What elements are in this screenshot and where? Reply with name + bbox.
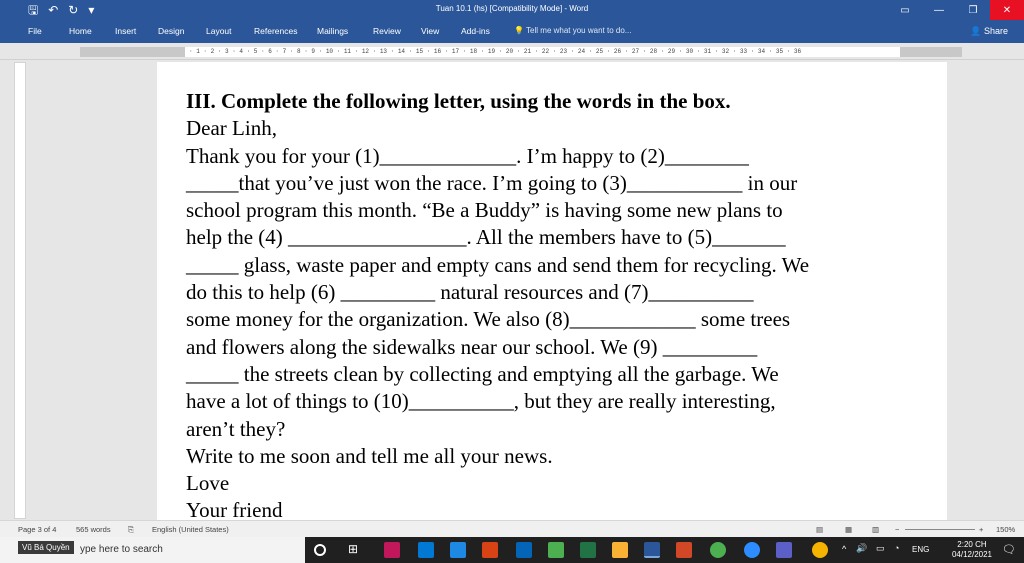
tab-design[interactable]: Design (158, 26, 185, 36)
restore-button[interactable]: ❐ (968, 4, 978, 16)
web-layout-icon[interactable]: ▥ (872, 525, 880, 534)
letter-line-9: _____ the streets clean by collecting and emptying all the garbage. We (186, 361, 779, 386)
word-count[interactable]: 565 words (76, 525, 111, 534)
tab-home[interactable]: Home (69, 26, 92, 36)
letter-line-11: aren’t they? (186, 416, 286, 441)
tab-review[interactable]: Review (373, 26, 401, 36)
powerpoint-icon[interactable] (676, 542, 692, 558)
save-icon[interactable]: 🖫 (28, 3, 39, 17)
minimize-button[interactable]: — (934, 4, 944, 16)
zoom-in-icon[interactable]: + (979, 525, 984, 534)
tab-insert[interactable]: Insert (115, 26, 137, 36)
letter-line-4: help the (4) _________________. All the members have to (5)_______ (186, 225, 786, 250)
task-view-icon[interactable]: ⊞ (348, 542, 359, 556)
window-title: Tuan 10.1 (hs) [Compatibility Mode] - Word (435, 4, 589, 13)
letter-line-7: some money for the organization. We also (8)____________ some trees (186, 307, 791, 332)
letter-line-3: school program this month. “Be a Buddy” is having some new plans to (186, 198, 783, 223)
cortana-icon[interactable] (314, 544, 326, 556)
status-bar (0, 520, 1024, 537)
letter-line-10: have a lot of things to (10)__________, but they are really interesting, (186, 389, 776, 414)
redo-icon[interactable]: ↻ (68, 3, 79, 17)
ruler-scale: · 1 · 2 · 3 · 4 · 5 · 6 · 7 · 8 · 9 · 10 · 11 · 12 · 13 · 14 · 15 · 16 · 17 · 18 · 19 · 20 · 21 · 22 · 23 · 24 · 25 · 26 · 27 · 28 · 29 · 30 · 31 · 32 · 33 · 34 · 35 · 36 (185, 47, 900, 57)
tab-view[interactable]: View (421, 26, 440, 36)
horizontal-ruler[interactable] (0, 43, 1024, 60)
word-icon[interactable] (644, 542, 660, 558)
battery-icon[interactable]: ▭ (876, 543, 885, 553)
ribbon-tabs (0, 20, 1024, 43)
salutation: Dear Linh, (186, 116, 277, 141)
customize-toolbar-icon[interactable]: ▾ (88, 3, 95, 17)
chrome-icon[interactable] (710, 542, 726, 558)
letter-line-5: _____ glass, waste paper and empty cans and send them for recycling. We (186, 252, 810, 277)
taskbar-search[interactable] (0, 537, 305, 563)
lightbulb-icon: 💡 (514, 26, 527, 35)
zoom-level[interactable]: 150% (996, 525, 1016, 534)
letter-line-8: and flowers along the sidewalks near our school. We (9) _________ (186, 334, 758, 359)
letter-line-1: Thank you for your (1)_____________. I’m happy to (2)________ (186, 143, 749, 168)
clock[interactable] (952, 540, 992, 560)
user-label: Vũ Bá Quyền (18, 541, 74, 554)
person-icon: 👤 (970, 26, 984, 36)
print-layout-icon[interactable]: ▦ (845, 525, 853, 534)
signature-line: Your friend (186, 498, 283, 520)
teams-icon[interactable] (776, 542, 792, 558)
document-body[interactable] (186, 88, 901, 520)
exercise-heading: III. Complete the following letter, using the words in the box. (186, 89, 731, 113)
file-explorer-icon[interactable] (612, 542, 628, 558)
action-center-icon[interactable]: 🗨 (1002, 544, 1016, 556)
notification-app-icon[interactable] (812, 542, 828, 558)
ribbon-display-options-icon[interactable]: ▭ (900, 4, 910, 16)
clock-date: 04/12/2021 (951, 550, 992, 559)
zoom-out-icon[interactable]: − (895, 525, 900, 534)
search-placeholder: ype here to search (80, 544, 163, 555)
vertical-ruler[interactable] (14, 62, 26, 519)
tab-references[interactable]: References (254, 26, 298, 36)
letter-line-2: _____that you’ve just won the race. I’m going to (3)___________ in our (186, 170, 798, 195)
paint-app-icon[interactable] (384, 542, 400, 558)
tell-me-search[interactable] (514, 26, 631, 35)
tab-mailings[interactable]: Mailings (317, 26, 349, 36)
read-mode-icon[interactable]: ▤ (816, 525, 824, 534)
clock-time: 2:20 CH (957, 540, 987, 549)
tab-add-ins[interactable]: Add-ins (461, 26, 490, 36)
tell-me-label: Tell me what you want to do... (526, 26, 632, 35)
ruler-right-margin (900, 47, 962, 57)
tab-file[interactable]: File (28, 26, 42, 36)
share-button[interactable] (970, 26, 1008, 37)
tray-overflow-icon[interactable]: ^ (842, 544, 847, 554)
window-controls (888, 0, 1024, 20)
tab-layout[interactable]: Layout (206, 26, 232, 36)
closing-line: Write to me soon and tell me all your news. (186, 443, 553, 468)
language-indicator[interactable]: English (United States) (152, 525, 229, 534)
letter-line-6: do this to help (6) _________ natural resources and (7)__________ (186, 280, 754, 305)
wifi-icon[interactable]: ◔ (894, 543, 900, 553)
onedrive-icon[interactable] (516, 542, 532, 558)
proofing-icon[interactable]: ⎘ (128, 525, 134, 534)
page-count[interactable]: Page 3 of 4 (18, 525, 57, 534)
volume-icon[interactable]: 🔊 (856, 543, 868, 553)
snip-tool-icon[interactable] (548, 542, 564, 558)
input-language[interactable]: ENG (912, 545, 930, 554)
zoom-slider[interactable] (905, 529, 975, 530)
calculator-app-icon[interactable] (418, 542, 434, 558)
zoom-app-icon[interactable] (744, 542, 760, 558)
ruler-left-margin (80, 47, 185, 57)
love-line: Love (186, 471, 230, 496)
undo-icon[interactable]: ↶ (48, 3, 59, 17)
desktop-app-icon[interactable] (450, 542, 466, 558)
windows-taskbar (0, 537, 1024, 563)
share-label: Share (983, 26, 1008, 36)
office-app-icon[interactable] (482, 542, 498, 558)
excel-icon[interactable] (580, 542, 596, 558)
close-button[interactable]: ✕ (990, 0, 1024, 20)
document-page[interactable] (157, 62, 947, 520)
title-bar (0, 0, 1024, 20)
